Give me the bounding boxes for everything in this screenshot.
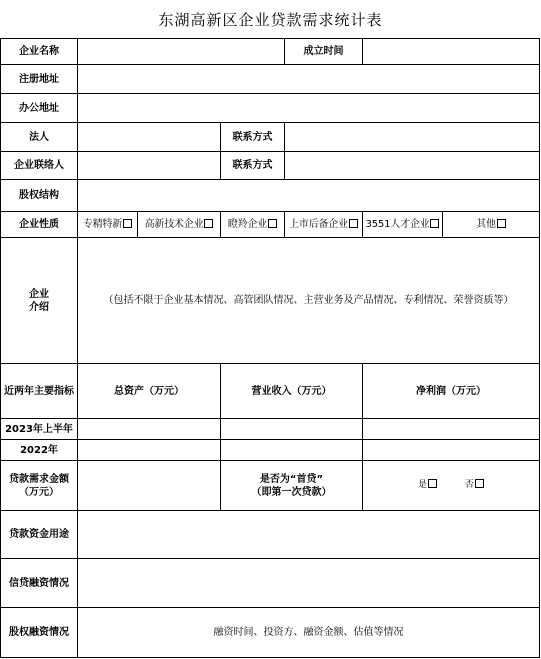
contact-method-field-1[interactable]	[285, 123, 540, 152]
checkbox-icon[interactable]	[123, 219, 132, 228]
intro-label: 企业 介绍	[1, 238, 78, 364]
nature-label: 企业性质	[1, 212, 78, 238]
contact-method-field-2[interactable]	[285, 152, 540, 180]
company-contact-field[interactable]	[78, 152, 221, 180]
h1-2023-total-assets-field[interactable]	[78, 419, 221, 440]
nature-option-other[interactable]: 其他	[443, 212, 540, 238]
first-loan-no-option[interactable]: 否	[465, 479, 484, 492]
founded-label: 成立时间	[285, 39, 363, 65]
legal-person-label: 法人	[1, 123, 78, 152]
year-2022-net-profit-field[interactable]	[363, 440, 540, 461]
nature-option-3551-talent[interactable]: 3551人才企业	[363, 212, 443, 238]
founded-field[interactable]	[363, 39, 540, 65]
h1-2023-revenue-field[interactable]	[221, 419, 363, 440]
total-assets-header: 总资产（万元）	[78, 364, 221, 419]
contact-method-label-1: 联系方式	[221, 123, 285, 152]
indicators-label: 近两年主要指标	[1, 364, 78, 419]
loan-demand-table	[0, 38, 540, 658]
loan-use-field[interactable]	[78, 511, 540, 559]
form-title: 东湖高新区企业贷款需求统计表	[158, 10, 383, 29]
equity-structure-label: 股权结构	[1, 180, 78, 212]
loan-use-label: 贷款资金用途	[1, 511, 78, 559]
net-profit-header: 净利润（万元）	[363, 364, 540, 419]
company-name-label: 企业名称	[1, 39, 78, 65]
year-2022-label: 2022年	[1, 440, 78, 461]
equity-structure-field[interactable]	[78, 180, 540, 212]
checkbox-icon[interactable]	[475, 479, 484, 488]
equity-financing-label: 股权融资情况	[1, 608, 78, 658]
loan-amount-label: 贷款需求金额 （万元）	[1, 461, 78, 511]
reg-address-field[interactable]	[78, 65, 540, 94]
legal-person-field[interactable]	[78, 123, 221, 152]
equity-financing-field[interactable]: 融资时间、投资方、融资金额、估值等情况	[78, 608, 540, 658]
checkbox-icon[interactable]	[204, 219, 213, 228]
credit-financing-field[interactable]	[78, 559, 540, 608]
loan-amount-field[interactable]	[78, 461, 221, 511]
nature-option-hightech[interactable]: 高新技术企业	[138, 212, 221, 238]
company-name-field[interactable]	[78, 39, 285, 65]
intro-field[interactable]: （包括不限于企业基本情况、高管团队情况、主营业务及产品情况、专利情况、荣誉资质等）	[78, 238, 540, 364]
checkbox-icon[interactable]	[428, 479, 437, 488]
checkbox-icon[interactable]	[430, 219, 439, 228]
checkbox-icon[interactable]	[268, 219, 277, 228]
checkbox-icon[interactable]	[497, 219, 506, 228]
office-address-label: 办公地址	[1, 94, 78, 123]
office-address-field[interactable]	[78, 94, 540, 123]
year-2022-total-assets-field[interactable]	[78, 440, 221, 461]
first-loan-yes-option[interactable]: 是	[418, 479, 437, 492]
company-contact-label: 企业联络人	[1, 152, 78, 180]
year-2022-revenue-field[interactable]	[221, 440, 363, 461]
contact-method-label-2: 联系方式	[221, 152, 285, 180]
h1-2023-label: 2023年上半年	[1, 419, 78, 440]
first-loan-options	[363, 461, 540, 511]
nature-option-specialized[interactable]: 专精特新	[78, 212, 138, 238]
nature-option-ipo-reserve[interactable]: 上市后备企业	[285, 212, 363, 238]
h1-2023-net-profit-field[interactable]	[363, 419, 540, 440]
revenue-header: 营业收入（万元）	[221, 364, 363, 419]
checkbox-icon[interactable]	[349, 219, 358, 228]
nature-option-gazelle[interactable]: 瞪羚企业	[221, 212, 285, 238]
first-loan-label: 是否为“首贷” （即第一次贷款）	[221, 461, 363, 511]
reg-address-label: 注册地址	[1, 65, 78, 94]
credit-financing-label: 信贷融资情况	[1, 559, 78, 608]
